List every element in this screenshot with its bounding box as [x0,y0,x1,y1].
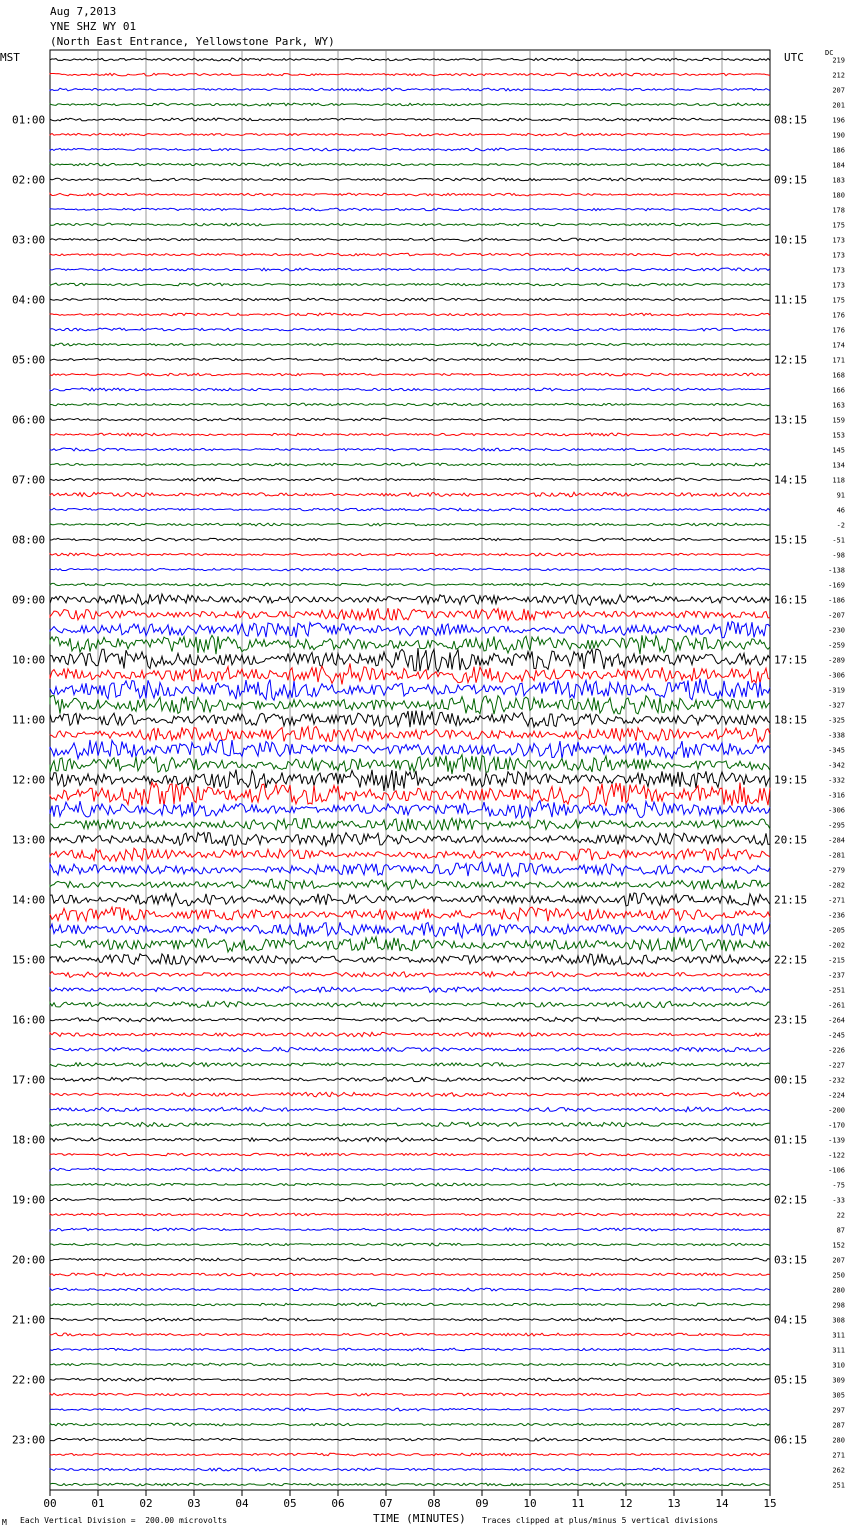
x-tick-label: 12 [619,1497,633,1510]
dc-offset-label: -138 [828,566,845,575]
dc-offset-label: -227 [828,1061,845,1070]
dc-offset-label: 311 [832,1346,845,1355]
seismic-trace [50,148,770,151]
x-tick-label: 13 [667,1497,681,1510]
dc-offset-label: 262 [832,1466,845,1475]
x-tick-label: 07 [379,1497,393,1510]
seismic-trace [50,1483,770,1486]
seismic-trace [50,568,770,571]
dc-offset-label: -284 [828,836,845,845]
seismic-trace [50,1001,770,1007]
dc-offset-label: -289 [828,656,845,665]
seismic-trace [50,583,770,586]
dc-label: DC [825,49,834,57]
seismic-trace [50,1378,770,1381]
dc-offset-label: -261 [828,1001,845,1010]
seismic-trace [50,523,770,526]
seismic-trace [50,1138,770,1142]
seismic-trace [50,879,770,890]
dc-offset-label: -319 [828,686,845,695]
seismic-trace [50,679,770,701]
hour-label-right: 08:15 [774,113,808,127]
dc-offset-label: 46 [836,506,845,515]
seismic-trace [50,58,770,61]
dc-offset-label: -170 [828,1121,845,1130]
dc-offset-label: 280 [832,1286,845,1295]
dc-offset-label: 190 [832,131,845,140]
dc-offset-label: -98 [832,551,845,560]
seismic-trace [50,663,770,684]
dc-offset-label: -215 [828,956,845,965]
hour-label-left: 11:00 [12,713,46,727]
x-tick-label: 09 [475,1497,489,1510]
seismic-trace [50,448,770,451]
dc-offset-label: 118 [832,476,845,485]
seismic-trace [50,1258,770,1261]
seismic-trace [50,1423,770,1426]
seismic-trace [50,133,770,136]
x-tick-label: 00 [43,1497,57,1510]
seismic-trace [50,1183,770,1186]
dc-offset-label: 171 [832,356,845,365]
seismic-trace [50,388,770,391]
station-location: (North East Entrance, Yellowstone Park, WY) [50,35,335,48]
seismic-trace [50,1017,770,1021]
hour-label-right: 05:15 [774,1373,808,1387]
dc-offset-label: 175 [832,221,845,230]
dc-offset-label: 305 [832,1391,845,1400]
plot-date: Aug 7,2013 [50,5,117,18]
dc-offset-label: 219 [832,56,845,65]
seismic-trace [50,1228,770,1231]
dc-offset-label: 207 [832,1256,845,1265]
seismic-trace [50,1213,770,1216]
dc-offset-label: 271 [832,1451,845,1460]
dc-offset-label: -295 [828,821,845,830]
seismic-trace [50,1243,770,1246]
hour-label-left: 19:00 [12,1193,46,1207]
dc-offset-label: 175 [832,296,845,305]
seismic-trace [50,1273,770,1276]
dc-offset-label: 201 [832,101,845,110]
hour-label-right: 23:15 [774,1013,808,1027]
hour-label-right: 14:15 [774,473,808,487]
seismic-trace [50,740,770,759]
hour-label-left: 21:00 [12,1313,46,1327]
dc-offset-label: 251 [832,1481,845,1490]
x-tick-label: 05 [283,1497,297,1510]
seismic-trace [50,987,770,993]
dc-offset-label: 145 [832,446,845,455]
hour-label-right: 02:15 [774,1193,808,1207]
hour-label-left: 07:00 [12,473,46,487]
seismic-trace [50,1363,770,1366]
seismic-trace [50,403,770,406]
dc-offset-label: 173 [832,251,845,260]
dc-offset-label: 159 [832,416,845,425]
hour-label-right: 09:15 [774,173,808,187]
dc-offset-label: -230 [828,626,845,635]
dc-offset-label: -122 [828,1151,845,1160]
dc-offset-label: 176 [832,326,845,335]
seismic-trace [50,553,770,556]
hour-label-right: 19:15 [774,773,808,787]
dc-offset-label: -200 [828,1106,845,1115]
seismic-trace [50,313,770,316]
dc-offset-label: -264 [828,1016,845,1025]
dc-offset-label: 250 [832,1271,845,1280]
hour-label-left: 06:00 [12,413,46,427]
dc-offset-label: -202 [828,941,845,950]
dc-offset-label: 173 [832,281,845,290]
timezone-label-right: UTC [784,51,804,64]
dc-offset-label: 173 [832,266,845,275]
dc-offset-label: -342 [828,761,845,770]
hour-label-left: 03:00 [12,233,46,247]
seismic-trace [50,298,770,301]
dc-offset-label: 178 [832,206,845,215]
hour-label-left: 05:00 [12,353,46,367]
seismic-trace [50,358,770,361]
hour-label-left: 01:00 [12,113,46,127]
dc-offset-label: 309 [832,1376,845,1385]
seismic-trace [50,1062,770,1066]
seismic-trace [50,818,770,831]
dc-offset-label: 183 [832,176,845,185]
hour-label-left: 16:00 [12,1013,46,1027]
hour-label-left: 17:00 [12,1073,46,1087]
footer-mark: M [2,1518,7,1527]
dc-offset-label: 174 [832,341,845,350]
dc-offset-label: -106 [828,1166,845,1175]
dc-offset-label: -245 [828,1031,845,1040]
x-tick-label: 02 [139,1497,153,1510]
dc-offset-label: 22 [836,1211,845,1220]
seismic-trace [50,103,770,106]
dc-offset-label: -282 [828,881,845,890]
hour-label-left: 04:00 [12,293,46,307]
dc-offset-label: -33 [832,1196,845,1205]
hour-label-right: 00:15 [774,1073,808,1087]
hour-label-left: 18:00 [12,1133,46,1147]
x-tick-label: 04 [235,1497,249,1510]
seismic-trace [50,223,770,226]
seismic-trace [50,1333,770,1336]
hour-label-right: 20:15 [774,833,808,847]
dc-offset-label: -281 [828,851,845,860]
dc-offset-label: 91 [836,491,845,500]
seismic-trace [50,1032,770,1036]
dc-offset-label: 166 [832,386,845,395]
hour-label-right: 11:15 [774,293,808,307]
seismic-trace [50,1153,770,1156]
dc-offset-label: 212 [832,71,845,80]
dc-offset-label: 311 [832,1331,845,1340]
hour-label-left: 23:00 [12,1433,46,1447]
seismic-trace [50,782,770,807]
dc-offset-label: -236 [828,911,845,920]
dc-offset-label: 173 [832,236,845,245]
hour-label-right: 15:15 [774,533,808,547]
hour-label-left: 02:00 [12,173,46,187]
x-tick-label: 10 [523,1497,537,1510]
dc-offset-label: 134 [832,461,845,470]
seismic-trace [50,73,770,76]
dc-offset-label: -186 [828,596,845,605]
seismic-trace [50,238,770,241]
dc-offset-label: -279 [828,866,845,875]
dc-offset-label: 207 [832,86,845,95]
hour-label-right: 21:15 [774,893,808,907]
hour-label-right: 01:15 [774,1133,808,1147]
seismic-trace [50,1303,770,1306]
seismic-trace [50,1092,770,1097]
x-tick-label: 03 [187,1497,201,1510]
seismic-trace [50,193,770,196]
seismic-trace [50,727,770,743]
dc-offset-label: 152 [832,1241,845,1250]
seismic-trace [50,208,770,211]
hour-label-right: 18:15 [774,713,808,727]
x-tick-label: 06 [331,1497,345,1510]
hour-label-right: 16:15 [774,593,808,607]
dc-offset-label: -169 [828,581,845,590]
seismic-trace [50,801,770,818]
hour-label-left: 09:00 [12,593,46,607]
dc-offset-label: 176 [832,311,845,320]
seismic-trace [50,1198,770,1201]
hour-label-right: 06:15 [774,1433,808,1447]
seismic-trace [50,463,770,466]
seismic-trace [50,418,770,421]
dc-offset-label: -2 [836,521,845,530]
scale-note: Each Vertical Division = 200.00 microvolts [20,1516,228,1525]
hour-label-left: 13:00 [12,833,46,847]
hour-label-right: 10:15 [774,233,808,247]
seismic-trace [50,1122,770,1126]
seismic-trace [50,1453,770,1456]
x-axis-title: TIME (MINUTES) [373,1512,466,1525]
seismic-trace [50,1288,770,1291]
seismic-trace [50,1048,770,1052]
dc-offset-label: -259 [828,641,845,650]
dc-offset-label: 153 [832,431,845,440]
x-tick-label: 08 [427,1497,441,1510]
dc-offset-label: -325 [828,716,845,725]
x-tick-label: 14 [715,1497,729,1510]
dc-offset-label: 186 [832,146,845,155]
dc-offset-label: 196 [832,116,845,125]
hour-label-left: 10:00 [12,653,46,667]
dc-offset-label: -271 [828,896,845,905]
hour-label-left: 15:00 [12,953,46,967]
hour-label-right: 13:15 [774,413,808,427]
dc-offset-label: -327 [828,701,845,710]
seismic-trace [50,608,770,620]
dc-offset-label: -224 [828,1091,845,1100]
dc-offset-label: -345 [828,746,845,755]
seismic-trace [50,118,770,121]
dc-offset-label: -338 [828,731,845,740]
x-tick-label: 11 [571,1497,585,1510]
seismic-trace [50,862,770,877]
dc-offset-label: -237 [828,971,845,980]
dc-offset-label: -51 [832,536,845,545]
seismic-trace [50,848,770,861]
seismic-trace [50,1438,770,1441]
seismic-trace [50,538,770,541]
hour-label-left: 22:00 [12,1373,46,1387]
dc-offset-label: 298 [832,1301,845,1310]
seismic-trace [50,283,770,286]
seismic-trace [50,492,770,497]
seismic-trace [50,1468,770,1471]
dc-offset-label: -251 [828,986,845,995]
seismic-trace [50,696,770,715]
dc-offset-label: -306 [828,806,845,815]
seismic-trace [50,622,770,638]
dc-offset-label: 280 [832,1436,845,1445]
seismic-trace [50,163,770,166]
clip-note: Traces clipped at plus/minus 5 vertical divisions [482,1516,719,1525]
seismic-trace [50,478,770,481]
seismic-trace [50,954,770,966]
seismic-trace [50,1077,770,1081]
seismic-trace [50,343,770,346]
seismic-trace [50,178,770,181]
seismic-trace [50,373,770,376]
dc-offset-label: -306 [828,671,845,680]
dc-offset-label: 87 [836,1226,845,1235]
seismic-trace [50,972,770,978]
seismic-trace [50,635,770,654]
seismic-trace [50,1168,770,1171]
hour-label-left: 14:00 [12,893,46,907]
dc-offset-label: -207 [828,611,845,620]
seismic-trace [50,1348,770,1351]
hour-label-left: 12:00 [12,773,46,787]
dc-offset-label: -75 [832,1181,845,1190]
seismic-trace [50,907,770,921]
seismic-trace [50,88,770,91]
hour-label-right: 17:15 [774,653,808,667]
dc-offset-label: 308 [832,1316,845,1325]
seismic-trace [50,833,770,846]
dc-offset-label: 184 [832,161,845,170]
seismic-trace [50,253,770,256]
seismic-trace [50,328,770,331]
hour-label-right: 04:15 [774,1313,808,1327]
hour-label-right: 22:15 [774,953,808,967]
dc-offset-label: -205 [828,926,845,935]
seismic-trace [50,433,770,436]
seismic-trace [50,594,770,605]
hour-label-left: 20:00 [12,1253,46,1267]
seismic-trace [50,893,770,906]
dc-offset-label: -332 [828,776,845,785]
dc-offset-label: 287 [832,1421,845,1430]
dc-offset-label: 163 [832,401,845,410]
seismic-trace [50,711,770,728]
seismic-trace [50,1408,770,1411]
dc-offset-label: -139 [828,1136,845,1145]
seismic-trace [50,1107,770,1112]
hour-label-right: 03:15 [774,1253,808,1267]
dc-offset-label: -226 [828,1046,845,1055]
dc-offset-label: -232 [828,1076,845,1085]
seismic-trace [50,1393,770,1396]
station-code: YNE SHZ WY 01 [50,20,137,33]
seismic-trace [50,937,770,952]
dc-offset-label: -316 [828,791,845,800]
timezone-label-left: MST [0,51,20,64]
dc-offset-label: 168 [832,371,845,380]
seismic-trace [50,268,770,271]
seismic-trace [50,922,770,937]
x-tick-label: 15 [763,1497,777,1510]
x-tick-label: 01 [91,1497,105,1510]
seismic-trace [50,508,770,511]
hour-label-left: 08:00 [12,533,46,547]
dc-offset-label: 310 [832,1361,845,1370]
dc-offset-label: 180 [832,191,845,200]
seismic-trace [50,1318,770,1321]
hour-label-right: 12:15 [774,353,808,367]
dc-offset-label: 297 [832,1406,845,1415]
